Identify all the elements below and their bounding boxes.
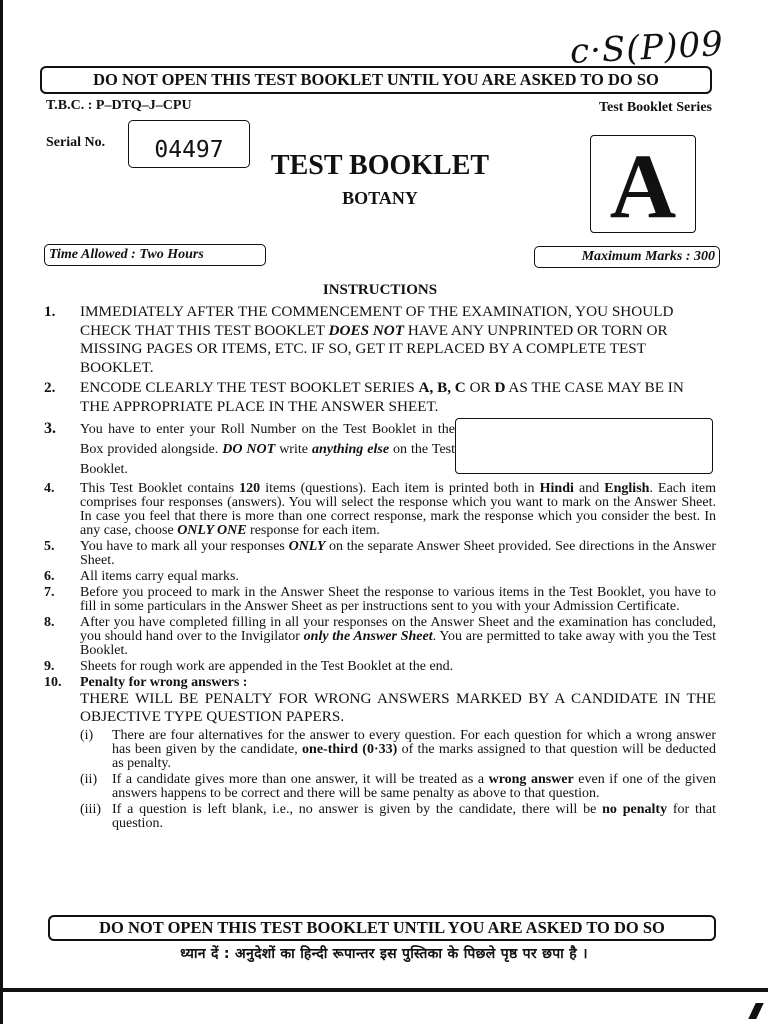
roll-number-row [80,420,716,480]
instruction-item [44,303,716,377]
instruction-emphasis: only the Answer Sheet [303,628,433,644]
handwritten-annotation: c·S(P)09 [569,24,725,72]
instruction-emphasis: ONLY ONE [177,522,247,538]
subitem-number: (iii) [80,801,101,817]
series-letter-box: A [590,135,696,233]
instruction-text: . Each item comprises four responses (answers). You will select the response which you want to mark on the Answer Sheet. In case you feel that there is more than one correct response, mark the response which you consider the best. In any case, choose [80,480,716,538]
instruction-emphasis: A, B, C [418,379,466,397]
test-booklet-series-label: Test Booklet Series [598,100,712,115]
instruction-number: 7. [44,584,55,600]
instructions-heading: INSTRUCTIONS [322,282,438,298]
do-not-open-banner-bottom: DO NOT OPEN THIS TEST BOOKLET UNTIL YOU ARE ASKED TO DO SO [48,915,716,941]
maximum-marks-box: Maximum Marks : 300 [534,246,720,268]
instruction-item [44,586,716,614]
penalty-statement: THERE WILL BE PENALTY FOR WRONG ANSWERS MARKED BY A CANDIDATE IN THE OBJECTIVE TYPE QUESTION PAPERS. [80,689,716,726]
instruction-emphasis: no penalty [602,801,668,817]
instruction-emphasis: anything else [311,441,390,457]
instruction-text: AS THE CASE MAY BE IN THE APPROPRIATE PLACE IN THE ANSWER SHEET. [80,379,684,415]
instruction-item [44,482,716,538]
tbc-code: T.B.C. : P–DTQ–J–CPU [46,98,192,113]
instruction-item [44,676,716,831]
instruction-number: 2. [44,379,56,397]
penalty-subitem [80,729,716,771]
instruction-text: write [275,441,312,457]
instruction-text: for that question. [112,801,717,831]
instruction-text: This Test Booklet contains [80,480,240,496]
instruction-number: 8. [44,614,55,630]
roll-number-box[interactable] [455,418,713,474]
hindi-note: ध्यान दें : अनुदेशों का हिन्दी रूपान्तर इस पुस्तिका के पिछले पृष्ठ पर छपा है । [180,946,588,962]
instruction-emphasis: one-third (0·33) [302,741,398,757]
penalty-subitem [80,803,716,831]
instruction-text: on the separate Answer Sheet provided. See directions in the Answer Sheet. [80,538,716,568]
instruction-text: If a question is left blank, i.e., no answer is given by the candidate, there will be [112,801,603,817]
instruction-emphasis: 120 [239,480,261,496]
instruction-item [44,660,716,674]
scan-corner-mark [748,1003,763,1019]
instruction-emphasis: DO NOT [222,441,276,457]
subitem-number: (ii) [80,771,98,787]
instruction-text: HAVE ANY UNPRINTED OR TORN OR MISSING PAGES OR ITEMS, ETC. IF SO, GET IT REPLACED BY A COMPLETE TEST BOOKLET. [80,321,668,376]
instruction-text: If a candidate gives more than one answer, it will be treated as a [112,771,489,787]
instruction-number: 10. [44,674,62,690]
instruction-number: 3. [44,419,56,437]
instruction-emphasis: DOES NOT [328,321,405,339]
instruction-text: After you have completed filling in all your responses on the Answer Sheet and the examination has concluded, you should hand over to the Invigilator [80,614,716,644]
instruction-text: You have to mark all your responses [80,538,289,554]
instruction-text: even if one of the given answers happens to be correct and there will be same penalty as above to that question. [112,771,716,801]
penalty-subitem [80,773,716,801]
instruction-text: and [573,480,605,496]
instruction-number: 4. [44,480,55,496]
instruction-text: on the Test Booklet. [80,441,455,477]
instruction-text: Sheets for rough work are appended in the Test Booklet at the end. [80,658,454,674]
instructions-list [44,303,716,831]
instruction-emphasis: ONLY [288,538,326,554]
instruction-item [44,379,716,416]
instruction-text: OR [465,379,495,397]
serial-number-box: 04497 [128,120,250,168]
instruction-emphasis: Hindi [539,480,574,496]
instruction-emphasis: wrong answer [488,771,574,787]
instruction-text: IMMEDIATELY AFTER THE COMMENCEMENT OF THE EXAMINATION, YOU SHOULD CHECK THAT THIS TEST BOOKLET [80,303,674,339]
instruction-item [44,540,716,568]
instruction-number: 6. [44,568,55,584]
instruction-text: All items carry equal marks. [80,568,240,584]
instruction-emphasis: English [604,480,650,496]
instruction-item [44,420,716,480]
instruction-text: You have to enter your Roll Number on the Test Booklet in the Box provided alongside. [80,421,455,457]
instruction-item [44,570,716,584]
instruction-number: 1. [44,303,56,320]
instruction-text: ENCODE CLEARLY THE TEST BOOKLET SERIES [80,379,419,397]
scan-edge-bottom [0,988,768,992]
subitem-number: (i) [80,727,94,743]
booklet-subject: BOTANY [342,188,418,208]
scan-edge-left [0,0,3,1024]
instruction-item [44,616,716,658]
instruction-emphasis: D [494,379,506,397]
booklet-title: TEST BOOKLET [270,150,490,181]
instruction-text: Before you proceed to mark in the Answer Sheet the response to various items in the Test Booklet, you have to fill in some particulars in the Answer Sheet as per instructions sent to you with your Admission Certificate. [80,584,716,614]
instruction-number: 5. [44,538,55,554]
penalty-subitems [80,729,716,831]
instruction-text: . You are permitted to take away with you the Test Booklet. [80,628,716,658]
instruction-text: of the marks assigned to that question will be deducted as penalty. [112,741,716,771]
instruction-text: response for each item. [246,522,380,538]
roll-number-instruction [80,420,455,480]
instruction-number: 9. [44,658,55,674]
serial-number-label: Serial No. [46,135,106,150]
instruction-text: There are four alternatives for the answer to every question. For each question for which a wrong answer has been given by the candidate, [112,727,716,757]
instruction-text: items (questions). Each item is printed both in [260,480,540,496]
penalty-heading: Penalty for wrong answers : [80,674,248,690]
do-not-open-banner-top: DO NOT OPEN THIS TEST BOOKLET UNTIL YOU ARE ASKED TO DO SO [40,66,712,94]
time-allowed-box: Time Allowed : Two Hours [44,244,266,266]
